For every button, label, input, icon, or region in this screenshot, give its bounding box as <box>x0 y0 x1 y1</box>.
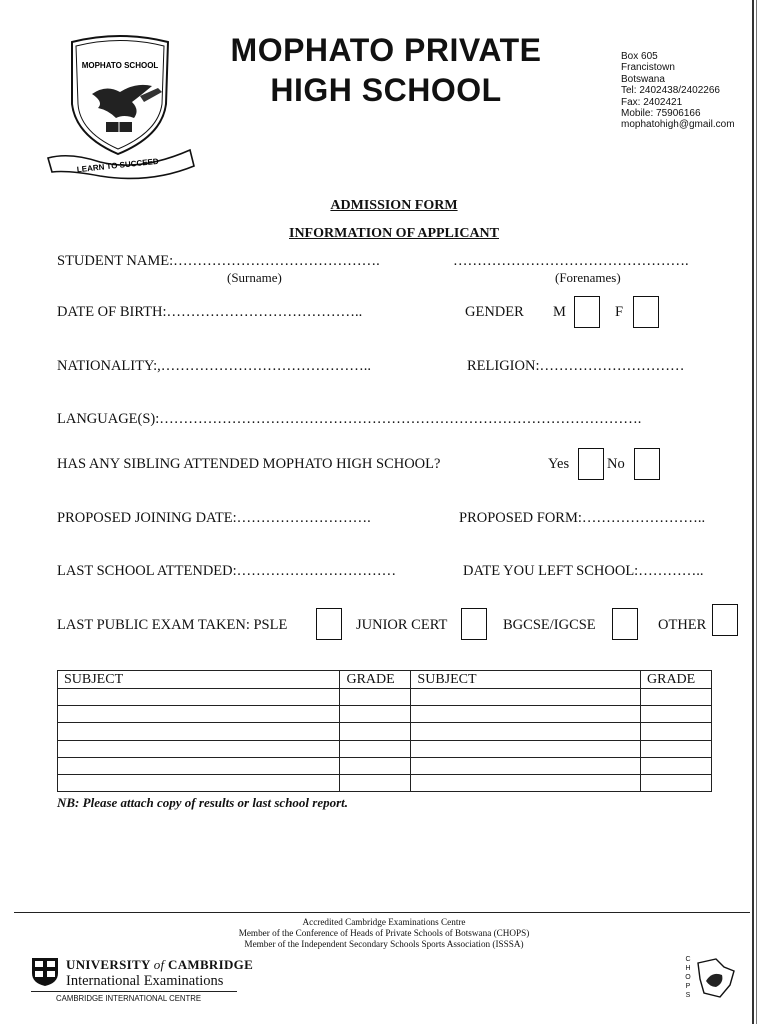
contact-line: Mobile: 75906166 <box>621 108 701 120</box>
grade-cell[interactable] <box>340 706 411 723</box>
grade-cell[interactable] <box>641 740 712 757</box>
cambridge-name: CAMBRIDGE <box>168 957 254 972</box>
footer-text <box>0 917 768 950</box>
religion-field[interactable]: RELIGION:………………………… <box>467 358 685 374</box>
grade-cell[interactable] <box>340 774 411 791</box>
contact-line: Francistown <box>621 62 675 74</box>
grades-table <box>57 670 712 792</box>
chops-letter: O <box>685 974 691 981</box>
contact-block <box>621 51 735 131</box>
last-exam-label: LAST PUBLIC EXAM TAKEN: PSLE <box>57 617 288 633</box>
chops-letter: C <box>685 956 691 963</box>
languages-field[interactable]: LANGUAGE(S):………………………………………………………………………………………. <box>57 411 642 427</box>
sibling-no-checkbox[interactable] <box>634 448 660 480</box>
subject-cell[interactable] <box>58 774 340 791</box>
last-school-field[interactable]: LAST SCHOOL ATTENDED:…………………………… <box>57 563 397 579</box>
crest-motto-text: LEARN TO SUCCEED <box>76 156 160 175</box>
grade-cell[interactable] <box>340 723 411 740</box>
school-name <box>176 30 596 110</box>
chops-letter: H <box>685 965 691 972</box>
contact-line: Tel: 2402438/2402266 <box>621 85 720 97</box>
date-of-birth-field[interactable]: DATE OF BIRTH:………………………………….. <box>57 304 363 320</box>
chops-letter: P <box>685 983 691 990</box>
joining-date-field[interactable]: PROPOSED JOINING DATE:………………………. <box>57 510 371 526</box>
footer-line: Member of the Independent Secondary Schools Sports Association (ISSSA) <box>244 939 524 949</box>
cambridge-shield-icon <box>31 957 59 987</box>
table-row <box>58 757 712 774</box>
student-name-field[interactable]: STUDENT NAME:……………………………………. <box>57 253 380 269</box>
grade-cell[interactable] <box>641 706 712 723</box>
grade-cell[interactable] <box>641 723 712 740</box>
subject-cell[interactable] <box>58 689 340 706</box>
contact-line: Fax: 2402421 <box>621 96 683 108</box>
table-row <box>58 689 712 706</box>
psle-checkbox[interactable] <box>316 608 342 640</box>
attachment-note: NB: Please attach copy of results or last school report. <box>57 795 349 810</box>
table-header-row <box>58 671 712 689</box>
subject-cell[interactable] <box>411 706 641 723</box>
contact-line: mophatohigh@gmail.com <box>621 119 735 131</box>
school-name-line2: HIGH SCHOOL <box>270 72 502 108</box>
grade-cell[interactable] <box>641 689 712 706</box>
chops-letter: S <box>685 992 691 999</box>
table-row <box>58 740 712 757</box>
proposed-form-field[interactable]: PROPOSED FORM:…………………….. <box>459 510 706 526</box>
scan-edge <box>752 0 754 1024</box>
form-subtitle: INFORMATION OF APPLICANT <box>289 226 499 241</box>
grade-header: GRADE <box>340 671 411 689</box>
table-row <box>58 706 712 723</box>
cambridge-centre-text: CAMBRIDGE INTERNATIONAL CENTRE <box>56 994 202 1003</box>
footer-line: Member of the Conference of Heads of Private Schools of Botswana (CHOPS) <box>238 928 530 938</box>
scan-edge-shadow <box>756 0 757 1024</box>
subject-header: SUBJECT <box>411 671 641 689</box>
chops-letters <box>684 955 692 1000</box>
subject-cell[interactable] <box>411 723 641 740</box>
footer-line: Accredited Cambridge Examinations Centre <box>302 917 466 927</box>
grade-cell[interactable] <box>340 689 411 706</box>
footer-rule <box>14 912 750 913</box>
contact-line: Box 605 <box>621 51 658 62</box>
crest-name-text: MOPHATO SCHOOL <box>81 61 159 70</box>
grade-cell[interactable] <box>641 774 712 791</box>
cambridge-university: UNIVERSITY <box>66 957 151 972</box>
gender-f-checkbox[interactable] <box>633 296 659 328</box>
surname-note: (Surname) <box>227 270 282 285</box>
contact-line: Botswana <box>621 73 665 85</box>
date-left-school-field[interactable]: DATE YOU LEFT SCHOOL:………….. <box>463 563 704 579</box>
table-row <box>58 723 712 740</box>
subject-cell[interactable] <box>58 757 340 774</box>
chops-map-icon <box>694 957 738 1001</box>
gender-m-label: M <box>553 304 566 320</box>
form-title: ADMISSION FORM <box>330 198 458 213</box>
subject-cell[interactable] <box>411 689 641 706</box>
other-checkbox[interactable] <box>712 604 738 636</box>
grade-cell[interactable] <box>340 757 411 774</box>
grade-cell[interactable] <box>340 740 411 757</box>
subject-cell[interactable] <box>411 774 641 791</box>
nationality-field[interactable]: NATIONALITY:,…………………………………….. <box>57 358 372 374</box>
bgcse-label: BGCSE/IGCSE <box>503 617 596 633</box>
cambridge-line1 <box>66 957 253 973</box>
gender-label: GENDER <box>465 304 524 320</box>
grade-cell[interactable] <box>641 757 712 774</box>
subject-cell[interactable] <box>58 740 340 757</box>
gender-f-label: F <box>615 304 624 320</box>
junior-cert-checkbox[interactable] <box>461 608 487 640</box>
sibling-question: HAS ANY SIBLING ATTENDED MOPHATO HIGH SCHOOL? <box>57 456 441 472</box>
junior-cert-label: JUNIOR CERT <box>356 617 448 633</box>
forenames-note: (Forenames) <box>555 270 621 285</box>
other-label: OTHER <box>658 617 707 633</box>
subject-cell[interactable] <box>58 723 340 740</box>
forenames-field[interactable]: …………………………………………. <box>453 253 689 269</box>
subject-cell[interactable] <box>58 706 340 723</box>
sibling-yes-label: Yes <box>548 456 570 472</box>
sibling-no-label: No <box>607 456 625 472</box>
subject-cell[interactable] <box>411 757 641 774</box>
table-row <box>58 774 712 791</box>
school-name-line1: MOPHATO PRIVATE <box>230 32 542 68</box>
cambridge-rule <box>31 991 237 992</box>
cambridge-line2: International Examinations <box>66 973 224 989</box>
cambridge-logo-text <box>66 957 253 990</box>
cambridge-of: of <box>153 957 165 972</box>
gender-m-checkbox[interactable] <box>574 296 600 328</box>
sibling-yes-checkbox[interactable] <box>578 448 604 480</box>
grade-header: GRADE <box>641 671 712 689</box>
subject-cell[interactable] <box>411 740 641 757</box>
subject-header: SUBJECT <box>58 671 340 689</box>
bgcse-checkbox[interactable] <box>612 608 638 640</box>
